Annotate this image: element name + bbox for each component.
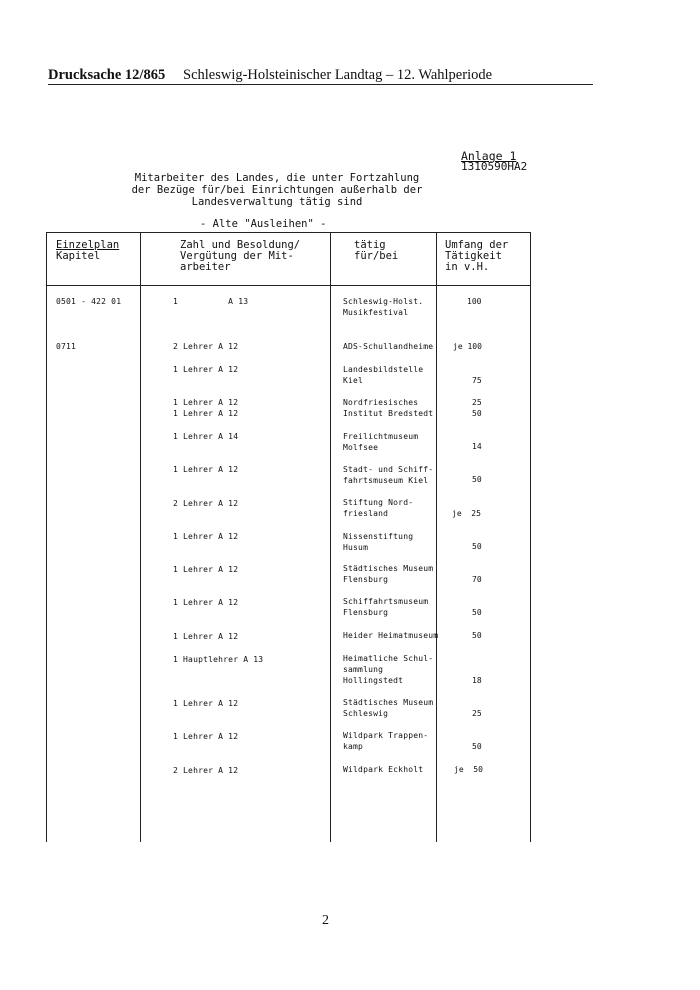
row-11-amount: 50 — [472, 608, 482, 617]
subtitle: - Alte "Ausleihen" - — [200, 218, 327, 230]
table-col-divider-2 — [330, 232, 331, 842]
row-15-staff: 1 Lehrer A 12 — [173, 732, 239, 741]
row-12-amount: 50 — [472, 631, 482, 640]
row-8-institution: Stiftung Nord- friesland — [343, 498, 414, 518]
page-number: 2 — [322, 913, 329, 928]
row-10-institution: Städtisches Museum Flensburg — [343, 564, 434, 584]
table-right-border — [530, 232, 531, 842]
row-2-institution: ADS-Schullandheime — [343, 342, 434, 351]
row-3-institution: Landesbildstelle Kiel — [343, 365, 424, 385]
header-umfang: Umfang der Tätigkeit in v.H. — [445, 239, 509, 273]
row-6-staff: 1 Lehrer A 14 — [173, 432, 239, 441]
row-6-institution: Freilichtmuseum Molfsee — [343, 432, 419, 452]
row-1-kapitel: 0501 - 422 01 — [56, 297, 122, 306]
row-13-staff: 1 Hauptlehrer A 13 — [173, 655, 264, 664]
title-line-1: Mitarbeiter des Landes, die unter Fortzahlung — [134, 172, 420, 184]
row-12-institution: Heider Heimatmuseum — [343, 631, 439, 640]
annex-reference: 1310590HA2 — [461, 160, 528, 173]
row-5-amount: 50 — [472, 409, 482, 418]
row-2-amount: je 100 — [453, 342, 482, 351]
row-9-institution: Nissenstiftung Husum — [343, 532, 414, 552]
row-5-institution: Institut Bredstedt — [343, 409, 434, 418]
row-11-staff: 1 Lehrer A 12 — [173, 598, 239, 607]
row-7-staff: 1 Lehrer A 12 — [173, 465, 239, 474]
row-4-institution: Nordfriesisches — [343, 398, 419, 407]
annex-label: Anlage 1 — [461, 149, 517, 163]
row-2-kapitel: 0711 — [56, 342, 77, 351]
row-15-amount: 50 — [472, 742, 482, 751]
row-13-institution: Heimatliche Schul- sammlung Hollingstedt — [343, 654, 434, 685]
row-16-staff: 2 Lehrer A 12 — [173, 766, 239, 775]
table-col-divider-1 — [140, 232, 141, 842]
row-11-institution: Schiffahrtsmuseum Flensburg — [343, 597, 429, 617]
row-14-institution: Städtisches Museum Schleswig — [343, 698, 434, 718]
row-6-amount: 14 — [472, 442, 482, 451]
row-4-amount: 25 — [472, 398, 482, 407]
table-header-border — [46, 285, 531, 286]
header-zahl-besoldung: Zahl und Besoldung/ Vergütung der Mit- arbeiter — [180, 239, 301, 273]
row-2-staff: 2 Lehrer A 12 — [173, 342, 239, 351]
row-3-staff: 1 Lehrer A 12 — [173, 365, 239, 374]
row-10-staff: 1 Lehrer A 12 — [173, 565, 239, 574]
header-rule — [48, 84, 593, 85]
row-7-amount: 50 — [472, 475, 482, 484]
row-7-institution: Stadt- und Schiff- fahrtsmuseum Kiel — [343, 465, 434, 485]
row-14-staff: 1 Lehrer A 12 — [173, 699, 239, 708]
row-13-amount: 18 — [472, 676, 482, 685]
row-12-staff: 1 Lehrer A 12 — [173, 632, 239, 641]
row-3-amount: 75 — [472, 376, 482, 385]
row-16-institution: Wildpark Eckholt — [343, 765, 424, 774]
table-col-divider-3 — [436, 232, 437, 842]
row-8-staff: 2 Lehrer A 12 — [173, 499, 239, 508]
header-taetig: tätig für/bei — [354, 239, 399, 262]
document-source: Schleswig-Holsteinischer Landtag – 12. Wahlperiode — [183, 67, 493, 83]
header-einzelplan: Einzelplan Kapitel — [56, 239, 120, 262]
row-9-amount: 50 — [472, 542, 482, 551]
table-top-border — [46, 232, 531, 233]
table-frame — [46, 232, 531, 842]
row-8-amount: je 25 — [452, 509, 481, 518]
row-9-staff: 1 Lehrer A 12 — [173, 532, 239, 541]
row-16-amount: je 50 — [454, 765, 483, 774]
title-line-3: Landesverwaltung tätig sind — [191, 196, 363, 208]
document-number: Drucksache 12/865 — [48, 67, 166, 83]
row-5-staff: 1 Lehrer A 12 — [173, 409, 239, 418]
row-10-amount: 70 — [472, 575, 482, 584]
row-14-amount: 25 — [472, 709, 482, 718]
row-1-staff: 1 A 13 — [173, 297, 249, 306]
row-15-institution: Wildpark Trappen- kamp — [343, 731, 429, 751]
row-1-amount: 100 — [467, 297, 482, 306]
table-left-border — [46, 232, 47, 842]
row-1-institution: Schleswig-Holst. Musikfestival — [343, 297, 424, 317]
row-4-staff: 1 Lehrer A 12 — [173, 398, 239, 407]
title-line-2: der Bezüge für/bei Einrichtungen außerhalb der — [131, 184, 423, 196]
